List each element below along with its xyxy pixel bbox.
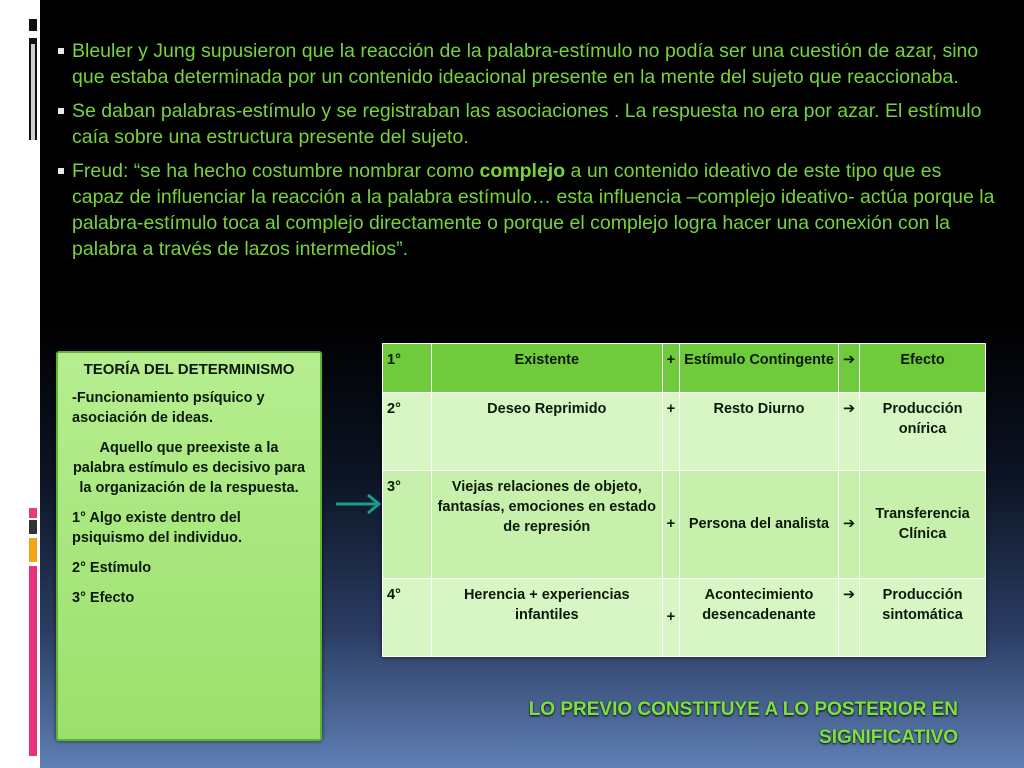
theory-title: TEORÍA DEL DETERMINISMO [83, 361, 295, 378]
arrow-right-icon [334, 492, 384, 516]
table-cell: Acontecimiento desencadenante [680, 578, 839, 656]
table-cell: + [662, 578, 679, 656]
bullet-text: a un contenido ideativo de este tipo que es capaz de influenciar la reacción a la palabra estímulo… esta influencia –complejo ideativo- actúa porque la palabra-estímulo toca al complejo directamente o porque el complejo logra hacer una conexión con la palabra a través de lazos intermedios”. [72, 160, 995, 260]
table-cell: + [662, 392, 679, 470]
table-cell: Existente [432, 344, 663, 393]
table-cell: ➔ [838, 344, 859, 393]
table-cell: + [662, 344, 679, 393]
decor-bar [29, 566, 37, 756]
theory-line: 3° Efecto [72, 590, 135, 606]
bullet-item [58, 98, 998, 150]
theory-line: -Funcionamiento psíquico y asociación de ideas. [72, 390, 265, 426]
bullet-text: Se daban palabras-estímulo y se registraban las asociaciones . La respuesta no era por azar. El estímulo caía sobre una estructura presente del sujeto. [72, 100, 982, 148]
footer-line: SIGNIFICATIVO [819, 727, 958, 748]
slide-footer-title [529, 696, 958, 752]
table-row [383, 470, 986, 578]
theory-line: 1° Algo existe dentro del psiquismo del individuo. [72, 510, 242, 546]
table-cell: Producción onírica [860, 392, 986, 470]
table-cell: Estímulo Contingente [680, 344, 839, 393]
decor-bar [29, 538, 37, 562]
determinism-table [382, 343, 986, 657]
footer-line: LO PREVIO CONSTITUYE A LO POSTERIOR EN [528, 699, 958, 720]
table-cell: Herencia + experiencias infantiles [432, 578, 663, 656]
table-row [383, 578, 986, 656]
table-cell: Producción sintomática [860, 578, 986, 656]
table-cell: ➔ [838, 470, 859, 578]
decor-bar [31, 44, 35, 140]
table-cell: Transferencia Clínica [860, 470, 986, 578]
table-cell: 2° [383, 392, 432, 470]
table-cell: 4° [383, 578, 432, 656]
table-cell: 1° [383, 344, 432, 393]
table-cell: Efecto [860, 344, 986, 393]
table-cell: ➔ [838, 578, 859, 656]
table-cell: + [662, 470, 679, 578]
table-row [383, 392, 986, 470]
left-sidebar-strip [0, 0, 40, 768]
table-cell: 3° [383, 470, 432, 578]
table-cell: Resto Diurno [680, 392, 839, 470]
decor-bar [29, 520, 37, 534]
bullet-item [58, 158, 998, 262]
table-row [383, 344, 986, 393]
decor-bar [29, 508, 37, 518]
table-cell: Viejas relaciones de objeto, fantasías, emociones en estado de represión [432, 470, 663, 578]
theory-line: 2° Estímulo [72, 560, 152, 576]
theory-line: Aquello que preexiste a la palabra estímulo es decisivo para la organización de la respuesta. [72, 440, 306, 496]
table-cell: Persona del analista [680, 470, 839, 578]
theory-box [56, 351, 322, 741]
table-cell: ➔ [838, 392, 859, 470]
table-cell: Deseo Reprimido [432, 392, 663, 470]
bullet-text: Bleuler y Jung supusieron que la reacción de la palabra-estímulo no podía ser una cuestión de azar, sino que estaba determinada por un contenido ideacional presente en la mente del sujeto que reaccionaba. [72, 40, 979, 88]
decor-bar [29, 19, 37, 31]
bullet-item [58, 38, 998, 90]
bullet-list [58, 38, 998, 270]
bullet-text: Freud: “se ha hecho costumbre nombrar como [72, 160, 480, 182]
bold-term: complejo [479, 160, 566, 182]
